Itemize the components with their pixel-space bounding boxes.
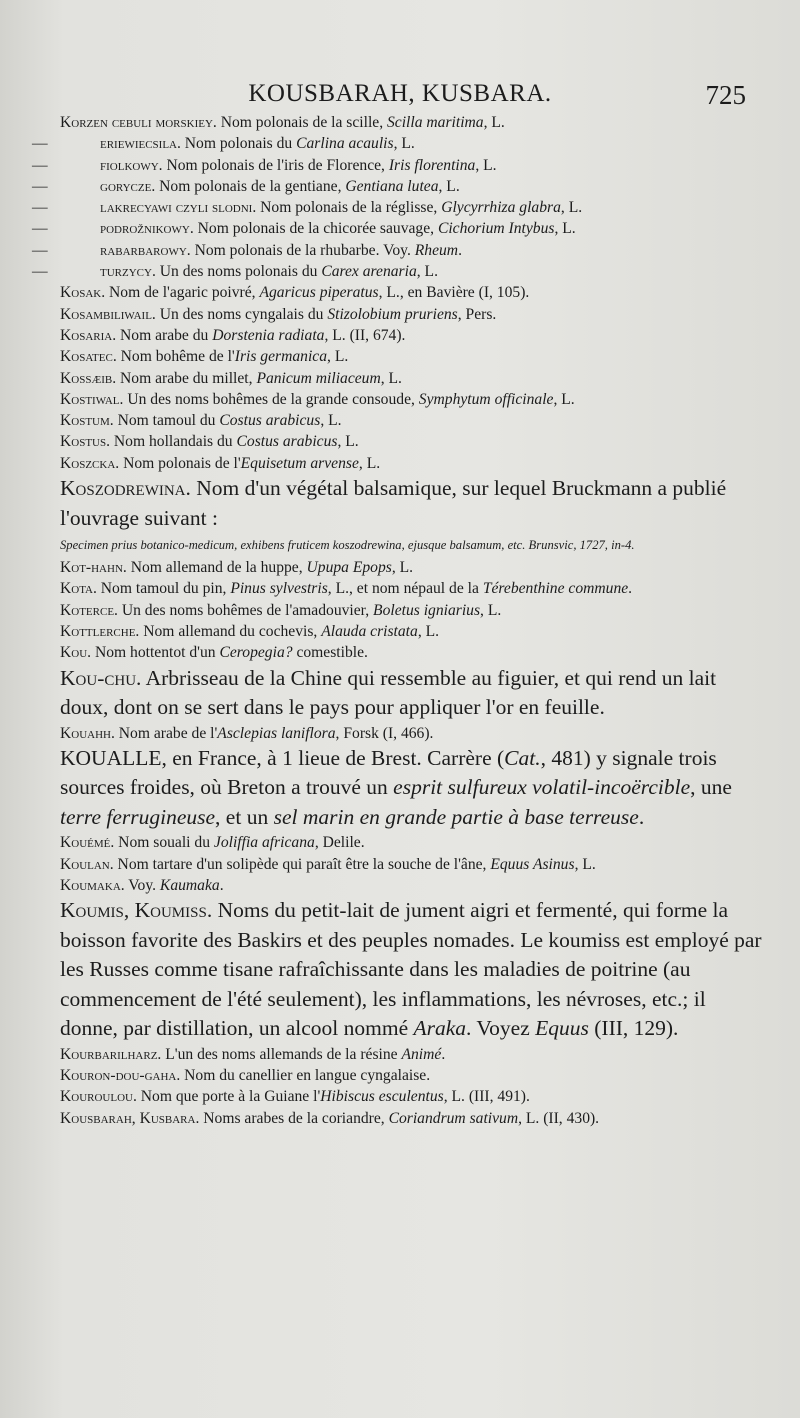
entry-latin-name: terre ferrugineuse [60,804,216,829]
entry-headword: Korzen cebuli morskiey. [60,114,217,131]
dictionary-entries [32,112,766,1129]
entry-text: , L. [417,622,440,640]
entry-headword: Koulan. [60,855,114,873]
entry-kossaeib [60,368,766,389]
entry-kouahh [60,723,766,744]
entry-latin-name: Agaricus piperatus [259,284,379,302]
entry-text: , L. [475,156,497,174]
entry-latin-name: Coriandrum sativum [388,1109,519,1127]
entry-headword: Kouahh. [60,724,115,742]
entry-headword: Kou-chu. [60,665,142,690]
entry-latin-name: Gentiana lutea [345,177,439,195]
entry-text: , L. [574,855,596,873]
entry-headword: KOUALLE [60,745,162,770]
entry-text: Nom arabe de l' [114,724,218,742]
entry-headword: Kou. [60,644,92,662]
entry-text: . [219,876,224,894]
entry-latin-name: Carlina acaulis [296,135,394,153]
entry-text: . [458,241,462,259]
entry-latin-name: Térebenthine commune [482,580,629,598]
entry-text: , L. [438,177,460,195]
entry-dash: — [32,177,48,195]
entry-kottlerche [60,621,766,642]
entry-specimen: Specimen prius botanico-medicum, exhibens fruticem koszodrewina, ejusque balsamum, etc. Brunsvic, 1727, in-4. [60,538,635,553]
entry-latin-name: sel marin en grande partie à base terreuse [273,804,639,829]
entry-headword: Kottlerche. [60,622,140,640]
entry-text: Nom polonais de l' [119,454,241,472]
entry-text: Nom d'un végétal balsamique, sur lequel Bruckmann a publié l'ouvrage suivant : [60,476,727,530]
entry-text: Nom que porte à la Guiane l' [136,1088,321,1106]
entry-kosambiliwail [60,304,766,325]
entry-text: Nom souali du [114,834,214,852]
entry-text: , et un [215,804,274,829]
entry-headword: fiolkowy. [100,156,163,174]
entry-korzen-cebuli [60,112,766,133]
entry-text: Nom polonais de la scille, [216,114,387,131]
entry-text: Nom polonais du [180,135,297,153]
entry-text: Noms du petit-lait de jument aigri et fermenté, qui forme la boisson favorite des Baskirs et des peuples nomades. Le koumiss est employé par les Russes comme tisane rafraîchissante dans les maladies de poitrine (au commencement de l'été seulement), les inflammations, les névroses, etc.; il donne, par distillation, un alcool nommé [60,898,762,1041]
entry-headword: Kossæib. [60,369,117,387]
entry-text: Nom du canellier en langue cyngalaise. [180,1067,431,1085]
entry-koumis [60,896,766,1044]
entry-latin-name: Hibiscus esculentus [320,1088,444,1106]
entry-latin-name: Kaumaka [159,876,220,894]
entry-kostum [60,410,766,431]
entry-text: Nom de l'agaric poivré, [105,284,260,302]
entry-text: , L., et nom népaul de la [327,580,483,598]
entry-text: . [628,580,633,598]
entry-text: , Forsk (I, 466). [335,724,434,742]
entry-latin-name: Iris florentina [388,156,476,174]
entry-latin-name: Animé [401,1045,442,1063]
entry-text: Nom allemand de la huppe, [126,559,307,577]
entry-text: Un des noms bohêmes de la grande consoude, [123,390,419,408]
entry-headword: rabarbarowy. [100,241,191,259]
entry-headword: turzycy. [100,263,156,281]
entry-text: L'un des noms allemands de la résine [161,1045,402,1063]
entry-headword: Kosaria. [60,326,117,344]
entry-latin-name: Pinus sylvestris [230,580,328,598]
entry-text: Nom hottentot d'un [91,644,220,662]
entry-headword: Kota. [60,580,97,598]
entry-latin-name: Boletus igniarius [373,601,481,619]
entry-headword: Kostiwal. [60,390,124,408]
entry-text: , L. [327,348,349,366]
entry-headword: Kourbarilharz. [60,1045,162,1063]
entry-koualle [60,744,766,833]
entry-text: , L. [393,135,415,153]
running-title: KOUSBARAH, KUSBARA. [248,80,552,107]
entry-text: Nom tamoul du [113,412,220,430]
entry-kouron-dou-gaha [60,1065,766,1086]
entry-latin-name: Cat. [504,745,541,770]
entry-text: Voy. [124,876,160,894]
entry-kostus [60,431,766,452]
entry-headword: Kostum. [60,412,114,430]
entry-headword: eriewiecsila. [100,135,181,153]
entry-text: Arbrisseau de la Chine qui ressemble au figuier, et qui rend un lait doux, dont on se sert dans le pays pour appliquer l'or en feuille. [60,665,717,720]
entry-text: Un des noms polonais du [155,263,322,281]
entry-text: Nom polonais de la chicorée sauvage, [193,220,438,238]
entry-kousbarah [60,1108,766,1129]
entry-latin-name: Iris germanica [234,348,328,366]
entry-headword: Koszodrewina. [60,476,191,501]
entry-headword: gorycze. [100,177,156,195]
entry-dash: — [32,135,48,153]
entry-latin-name: Glycyrrhiza glabra [441,199,561,217]
entry-latin-name: Carex arenaria [321,263,417,281]
entry-text: Nom arabe du [116,326,213,344]
entry-text: , en France, à 1 lieue de Brest. Carrère ( [161,745,505,770]
entry-headword: Kousbarah, Kusbara. [60,1109,200,1127]
entry-headword: Kostus. [60,433,111,451]
entry-latin-name: Costus arabicus [219,412,321,430]
entry-text: , 481) y signale trois sources froides, où Breton a trouvé un [60,745,717,800]
entry-kostiwal [60,389,766,410]
entry-dash: — [32,156,48,174]
entry-headword: Koumis, Koumiss. [60,898,213,923]
entry-headword: Kosak. [60,284,106,302]
entry-podroznikowy [32,218,766,239]
entry-latin-name: Equisetum arvense [240,454,359,472]
entry-latin-name: Araka [413,1016,467,1041]
entry-text: Un des noms bohêmes de l'amadouvier, [117,601,374,619]
entry-text: Nom polonais de la gentiane, [155,177,346,195]
entry-text: , Pers. [457,305,497,323]
entry-kosatec [60,346,766,367]
entry-text: , L. [320,412,342,430]
entry-dash: — [32,241,48,259]
entry-text: , L. [553,390,575,408]
entry-text: , L. (III, 491). [443,1088,530,1106]
entry-latin-name: Stizolobium pruriens [327,305,458,323]
entry-headword: lakrecyawi czyli slodni. [100,199,257,217]
entry-kourbarilharz [60,1044,766,1065]
entry-rabarbarowy [32,240,766,261]
entry-koszcka [60,453,766,474]
entry-text: , Delile. [314,834,365,852]
entry-gorycze [32,176,766,197]
entry-headword: Kot-hahn. [60,559,127,577]
entry-latin-name: Equus Asinus [490,855,575,873]
entry-latin-name: Panicum miliaceum [256,369,381,387]
entry-headword: Koszcka. [60,454,120,472]
entry-headword: Kouroulou. [60,1088,137,1106]
entry-kou-chu [60,664,766,723]
entry-text: Nom bohême de l' [116,348,235,366]
entry-latin-name: Costus arabicus [236,433,338,451]
entry-dash: — [32,263,48,281]
entry-latin-name: Ceropegia? [219,644,293,662]
entry-text: Nom tartare d'un solipède qui paraît être la souche de l'âne, [113,855,491,873]
entry-text: (III, 129). [588,1016,679,1041]
entry-kosak [60,282,766,303]
entry-text: , L. (II, 674). [324,326,406,344]
entry-text: . Voyez [466,1016,536,1041]
page-header [0,78,800,112]
entry-text: , L. [380,369,402,387]
entry-text: comestible. [292,644,368,662]
entry-text: Nom tamoul du pin, [96,580,231,598]
entry-koumaka [60,875,766,896]
entry-headword: Kouémé. [60,834,115,852]
entry-text: Nom polonais de l'iris de Florence, [162,156,389,174]
entry-latin-name: Symphytum officinale [418,390,554,408]
entry-latin-name: Joliffia africana [213,834,315,852]
entry-text: , L. [391,559,414,577]
entry-text: Nom allemand du cochevis, [139,622,322,640]
entry-text: Nom polonais de la rhubarbe. Voy. [190,241,415,259]
entry-latin-name: Rheum [414,241,459,259]
entry-text: , L. [554,220,576,238]
entry-text: , L. [560,199,583,217]
entry-koterce [60,600,766,621]
entry-latin-name: esprit sulfureux volatil-incoërcible [393,775,691,800]
entry-headword: Kouron-dou-gaha. [60,1067,181,1085]
entry-kou [60,642,766,663]
entry-latin-name: Cichorium Intybus [437,220,555,238]
entry-turzycy [32,261,766,282]
entry-fiolkowy [32,155,766,176]
entry-text: Nom polonais de la réglisse, [256,199,442,217]
entry-kot-hahn [60,557,766,578]
entry-kouemé [60,832,766,853]
entry-kota [60,578,766,599]
entry-lakrecyawi [32,197,766,218]
entry-dash: — [32,220,48,238]
entry-text: Nom hollandais du [110,433,237,451]
entry-text: , L., en Bavière (I, 105). [378,284,530,302]
entry-latin-name: Upupa Epops [306,559,392,577]
entry-text: , L. [483,114,505,131]
entry-text: . [638,804,645,829]
entry-headword: Kosatec. [60,348,117,366]
entry-text: Un des noms cyngalais du [155,305,328,323]
entry-dash: — [32,199,48,217]
entry-text: , L. [416,263,438,281]
entry-headword: Kosambiliwail. [60,305,156,323]
entry-headword: Koterce. [60,601,118,619]
entry-text: Nom arabe du millet, [116,369,257,387]
entry-text: , L. [337,433,359,451]
entry-text: , L. [358,454,381,472]
entry-latin-name: Scilla maritima [387,114,484,131]
entry-headword: podrožnikowy. [100,220,194,238]
entry-text: , une [690,775,732,800]
entry-koulan [60,854,766,875]
page-number: 725 [705,80,746,110]
entry-text: , L. [480,601,502,619]
entry-headword: Koumaka. [60,876,125,894]
entry-latin-name: Dorstenia radiata [212,326,325,344]
entry-koszodrewina [60,474,766,533]
entry-kosaria [60,325,766,346]
entry-latin-name: Equus [535,1016,589,1041]
entry-latin-name: Alauda cristata [321,622,418,640]
entry-eriewiecsila [32,133,766,154]
entry-kouroulou [60,1086,766,1107]
entry-latin-name: Asclepias laniflora [217,724,336,742]
entry-text: , L. (II, 430). [518,1109,600,1127]
entry-text: . [441,1045,446,1063]
entry-text: Noms arabes de la coriandre, [199,1109,389,1127]
